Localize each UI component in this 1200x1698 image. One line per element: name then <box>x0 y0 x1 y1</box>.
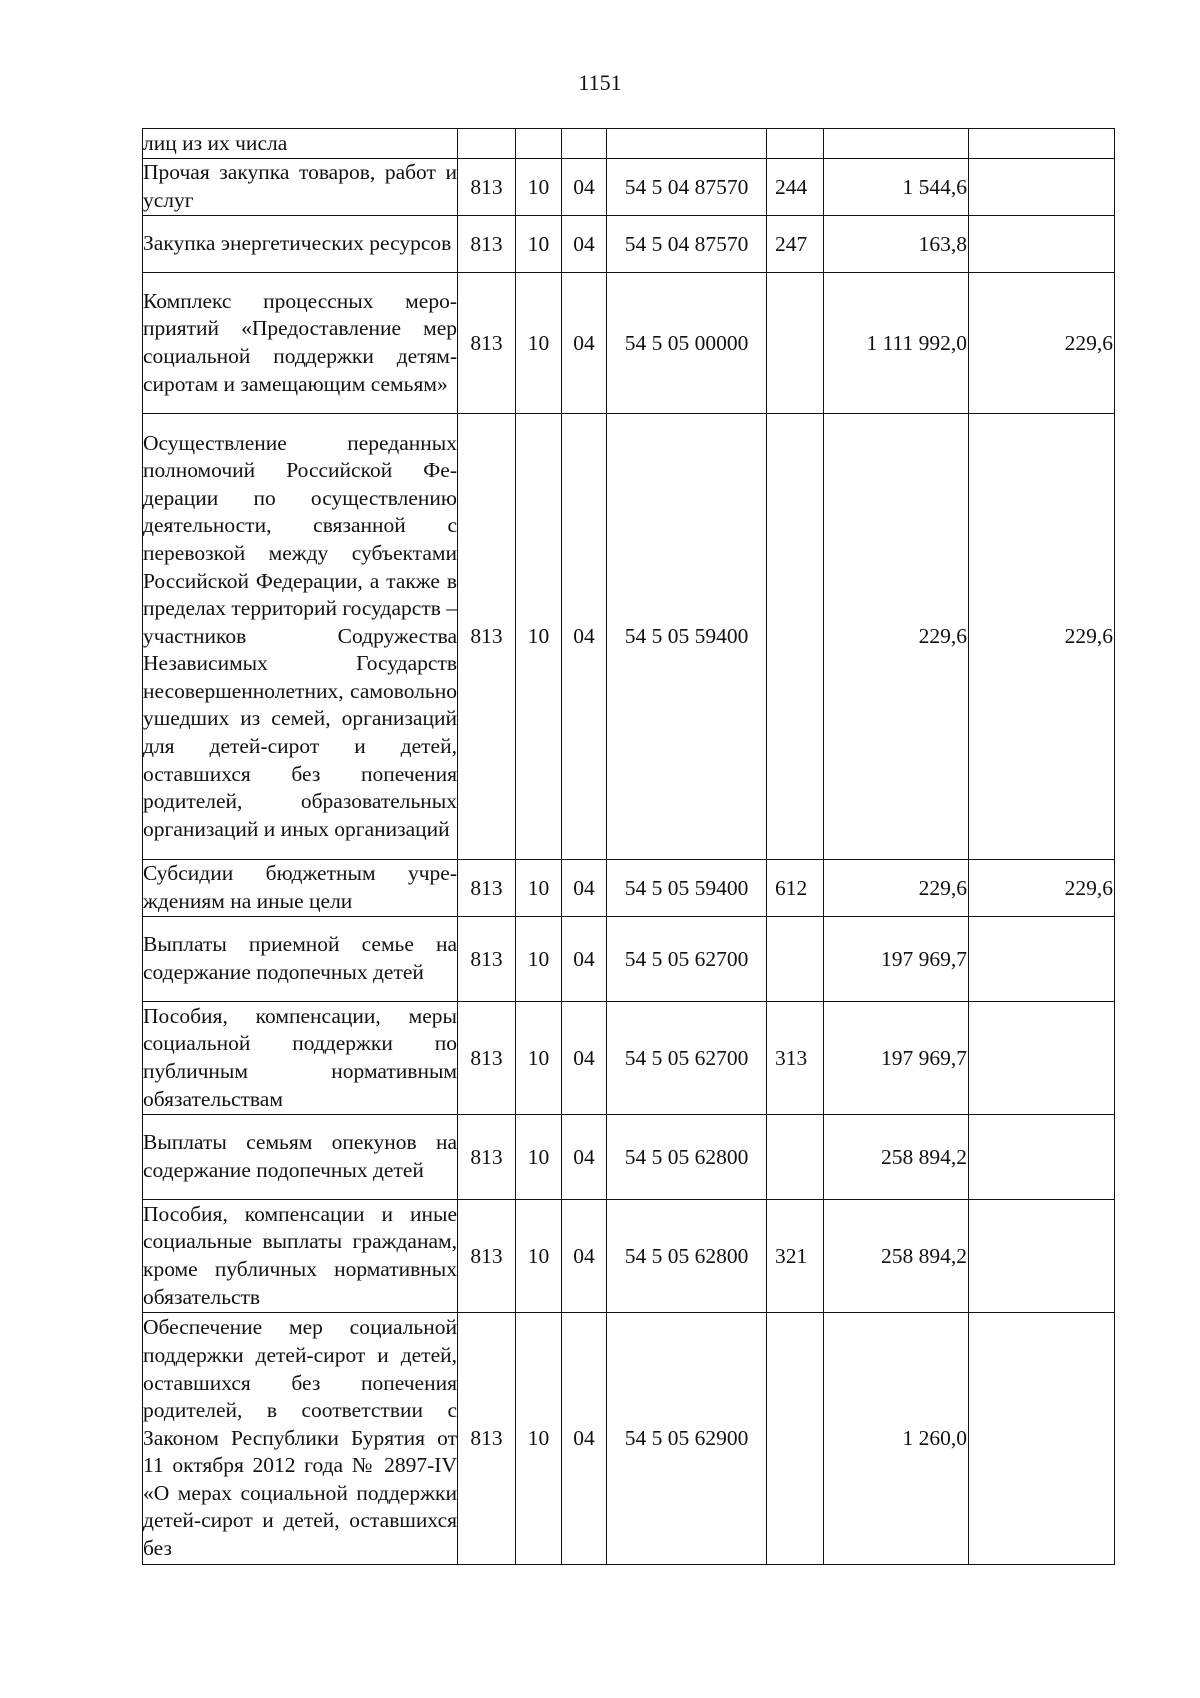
amount-value: 163,8 <box>824 216 969 273</box>
subsection-code: 04 <box>562 1002 607 1115</box>
target-article-code: 54 5 04 87570 <box>607 216 767 273</box>
expense-type-code: 321 <box>767 1200 824 1313</box>
row-description: Выплаты семьям опекунов на содержание подопечных детей <box>143 1115 458 1200</box>
federal-amount-value <box>969 1200 1115 1313</box>
section-code: 10 <box>516 273 562 414</box>
federal-amount-value <box>969 216 1115 273</box>
target-article-code: 54 5 05 00000 <box>607 273 767 414</box>
table-row <box>143 917 1115 1002</box>
section-code <box>516 129 562 159</box>
federal-amount-value <box>969 159 1115 216</box>
expense-type-code: 247 <box>767 216 824 273</box>
row-description: лиц из их числа <box>143 129 458 159</box>
ministry-code: 813 <box>458 414 516 860</box>
amount-value: 1 111 992,0 <box>824 273 969 414</box>
amount-value: 1 260,0 <box>824 1313 969 1565</box>
subsection-code: 04 <box>562 273 607 414</box>
page-number: 1151 <box>578 70 622 95</box>
federal-amount-value: 229,6 <box>969 273 1115 414</box>
table-row <box>143 414 1115 860</box>
expense-type-code: 313 <box>767 1002 824 1115</box>
table-row <box>143 216 1115 273</box>
target-article-code: 54 5 05 62900 <box>607 1313 767 1565</box>
subsection-code: 04 <box>562 917 607 1002</box>
ministry-code: 813 <box>458 1002 516 1115</box>
section-code: 10 <box>516 1002 562 1115</box>
section-code: 10 <box>516 917 562 1002</box>
row-description: Субсидии бюджетным учреждениям на иные цели <box>143 860 458 917</box>
expense-type-code <box>767 129 824 159</box>
budget-table <box>142 128 1115 1565</box>
table-row <box>143 1313 1115 1565</box>
federal-amount-value: 229,6 <box>969 860 1115 917</box>
subsection-code: 04 <box>562 216 607 273</box>
ministry-code <box>458 129 516 159</box>
subsection-code: 04 <box>562 1313 607 1565</box>
amount-value: 197 969,7 <box>824 917 969 1002</box>
amount-value: 1 544,6 <box>824 159 969 216</box>
ministry-code: 813 <box>458 159 516 216</box>
target-article-code: 54 5 05 59400 <box>607 414 767 860</box>
subsection-code: 04 <box>562 414 607 860</box>
row-description: Выплаты приемной семье на содержание подопечных детей <box>143 917 458 1002</box>
amount-value <box>824 129 969 159</box>
amount-value: 197 969,7 <box>824 1002 969 1115</box>
federal-amount-value <box>969 1115 1115 1200</box>
ministry-code: 813 <box>458 1200 516 1313</box>
table-row <box>143 1200 1115 1313</box>
row-description: Пособия, компенсации и иные социальные выплаты гражданам, кроме публичных нормативных обязательств <box>143 1200 458 1313</box>
federal-amount-value: 229,6 <box>969 414 1115 860</box>
expense-type-code <box>767 1115 824 1200</box>
section-code: 10 <box>516 216 562 273</box>
expense-type-code <box>767 273 824 414</box>
ministry-code: 813 <box>458 1313 516 1565</box>
section-code: 10 <box>516 1115 562 1200</box>
target-article-code: 54 5 05 62700 <box>607 917 767 1002</box>
amount-value: 258 894,2 <box>824 1115 969 1200</box>
subsection-code: 04 <box>562 159 607 216</box>
ministry-code: 813 <box>458 860 516 917</box>
amount-value: 229,6 <box>824 414 969 860</box>
table-row <box>143 860 1115 917</box>
section-code: 10 <box>516 860 562 917</box>
section-code: 10 <box>516 1200 562 1313</box>
federal-amount-value <box>969 917 1115 1002</box>
expense-type-code <box>767 414 824 860</box>
target-article-code: 54 5 05 62800 <box>607 1200 767 1313</box>
target-article-code: 54 5 05 62800 <box>607 1115 767 1200</box>
row-description: Обеспечение мер социальной поддержки детей-сирот и детей, оставшихся без попечения родителей, в соответствии с Законом Республики Бурятия от 11 октября 2012 года № 2897-IV «О мерах социальной поддержки детей-сирот и детей, оставшихся без <box>143 1313 458 1565</box>
target-article-code: 54 5 05 59400 <box>607 860 767 917</box>
expense-type-code: 612 <box>767 860 824 917</box>
ministry-code: 813 <box>458 216 516 273</box>
table-row <box>143 273 1115 414</box>
section-code: 10 <box>516 414 562 860</box>
table-row <box>143 1115 1115 1200</box>
federal-amount-value <box>969 129 1115 159</box>
row-description: Осуществление переданных полномочий Российской Федерации по осуществлению деятельности, связанной с перевозкой между субъектами Российской Федерации, а также в пределах территорий государств – участников Содружества Независимых Государств несовершеннолетних, самовольно ушедших из семей, организаций для детей-сирот и детей, оставшихся без попечения родителей, образовательных организаций и иных организаций <box>143 414 458 860</box>
subsection-code: 04 <box>562 1200 607 1313</box>
table-row <box>143 159 1115 216</box>
expense-type-code: 244 <box>767 159 824 216</box>
federal-amount-value <box>969 1002 1115 1115</box>
subsection-code: 04 <box>562 1115 607 1200</box>
table-row <box>143 129 1115 159</box>
expense-type-code <box>767 1313 824 1565</box>
section-code: 10 <box>516 1313 562 1565</box>
ministry-code: 813 <box>458 1115 516 1200</box>
subsection-code <box>562 129 607 159</box>
ministry-code: 813 <box>458 917 516 1002</box>
section-code: 10 <box>516 159 562 216</box>
target-article-code <box>607 129 767 159</box>
row-description: Прочая закупка товаров, работ и услуг <box>143 159 458 216</box>
subsection-code: 04 <box>562 860 607 917</box>
ministry-code: 813 <box>458 273 516 414</box>
table-body <box>143 129 1115 1565</box>
target-article-code: 54 5 04 87570 <box>607 159 767 216</box>
row-description: Комплекс процессных мероприятий «Предоставление мер социальной поддержки детям-сиротам и замещающим семьям» <box>143 273 458 414</box>
row-description: Пособия, компенсации, меры социальной поддержки по публичным нормативным обязательствам <box>143 1002 458 1115</box>
amount-value: 258 894,2 <box>824 1200 969 1313</box>
table-row <box>143 1002 1115 1115</box>
expense-type-code <box>767 917 824 1002</box>
federal-amount-value <box>969 1313 1115 1565</box>
amount-value: 229,6 <box>824 860 969 917</box>
target-article-code: 54 5 05 62700 <box>607 1002 767 1115</box>
row-description: Закупка энергетических ресурсов <box>143 216 458 273</box>
